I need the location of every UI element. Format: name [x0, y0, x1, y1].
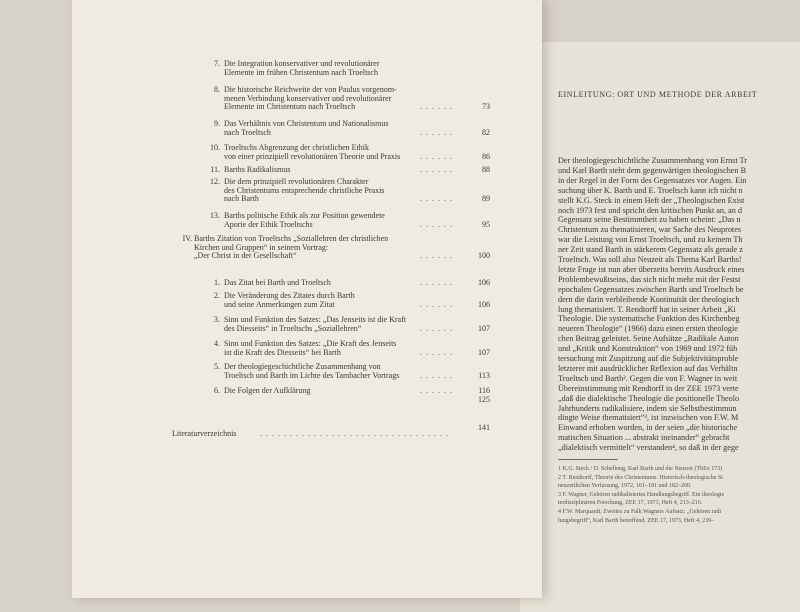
toc-entry-text: menen Verbindung konservativer und revolutionärer: [224, 93, 392, 103]
toc-page-number: 100: [478, 251, 490, 261]
body-text-line: letzte Frage ist nun aber überzeits bereits Ausdruck eines: [558, 264, 745, 274]
toc-page-number: 113: [478, 370, 490, 380]
toc-entry-text: Die historische Reichweite der von Paulus vorgenom-: [224, 85, 397, 94]
body-text-line: Einwand erhoben worden, in der seien „die historische: [558, 423, 738, 433]
toc-entry-number: 5.: [214, 362, 220, 371]
body-text-line: dingte Weise thematisiert“³, ist inzwischen von F.W. M: [558, 413, 739, 423]
toc-leader-dots: . . . . . .: [420, 370, 453, 380]
footnote-line: 2 T. Rendtorff, Theorie des Christentums. Historisch-theologische St: [558, 474, 723, 481]
toc-leader-dots: . . . . . .: [420, 251, 453, 261]
toc-entry-text: Die dem prinzipiell revolutionären Charakter: [224, 177, 369, 186]
body-text-line: Problembewußtseins, das sich nicht mehr mit der Festst: [558, 274, 741, 284]
body-text-line: Übereinstimmung mit Rendtorff in der ZEE 1973 verte: [558, 383, 739, 393]
toc-page-number: 86: [482, 151, 490, 161]
body-text-line: „dialektisch vermittelt“ verstanden⁴, so daß in der gege: [558, 443, 739, 453]
toc-entry-number: 3.: [214, 315, 220, 324]
toc-page-number: 116: [478, 386, 490, 395]
toc-leader-dots: . . . . . .: [420, 151, 453, 161]
body-text-line: noch 1973 fest und spricht den kritischen Punkt an, an d: [558, 205, 742, 215]
body-text-line: Der theologiegeschichtliche Zusammenhang von Ernst Tr: [558, 156, 747, 165]
toc-entry-text: Barths Zitation von Troeltschs „Soziallehren der christlichen: [194, 234, 389, 243]
footnote-line: 4 F.W. Marquardt, Zweites zu Falk Wagners Aufsatz: „Gehören radi: [558, 509, 721, 515]
body-text-line: Troeltsch und Barth². Gegen die von F. Wagner in weit: [558, 373, 738, 383]
toc-leader-dots: . . . . . .: [420, 194, 453, 204]
toc-entry-text: Barths politische Ethik als zur Position gewendete: [224, 211, 385, 220]
toc-entry-number: 6.: [214, 386, 220, 395]
toc-entry-text: ist die Kraft des Diesseits“ bei Barth: [224, 347, 341, 357]
toc-entry-text: Die Veränderung des Zitates durch Barth: [224, 291, 355, 300]
body-text-line: neueren Theologie“ (1966) dazu einen ersten theologie: [558, 324, 738, 334]
toc-entry-text: Die Integration konservativer und revolutionärer: [224, 59, 380, 68]
toc-entry-text: Elemente im frühen Christentum nach Troeltsch: [224, 67, 378, 77]
body-text-line: „daß die dialektische Theologie die positionelle Theolo: [558, 393, 740, 403]
toc-leader-dots: . . . . . .: [420, 323, 453, 333]
body-text-line: dern die darin verbleibende Kontinuität der theologisch: [558, 294, 740, 304]
toc-entry-text: Das Verhältnis von Christentum und Nationalismus: [224, 119, 389, 128]
body-text-line: chen Beitrag geleistet. Seine Aufsätze „Radikale Auton: [558, 334, 739, 344]
toc-leader-dots: . . . . . .: [420, 386, 453, 395]
body-text-line: und „Kritik und Konstruktion“ von 1969 und 1972 füh: [558, 344, 738, 354]
body-text-line: Gegensatz seine Bestimmtheit zu haben scheint: „Das n: [558, 215, 741, 225]
body-text-line: und Karl Barth steht dem gegenwärtigen theologischen B: [558, 165, 747, 175]
body-text-line: tersuchung mit Zuspitzung auf die Subjektivitätsproble: [558, 354, 739, 363]
toc-entry-number: 2.: [214, 291, 220, 300]
toc-leader-dots: . . . . . .: [420, 278, 453, 287]
toc-leader-dots: . . . . . .: [420, 299, 453, 309]
toc-entry-number: 1.: [214, 278, 220, 287]
body-text-line: stellt K.G. Steck in einem Heft der „Theologischen Exist: [558, 195, 745, 205]
toc-page-number: 95: [482, 219, 490, 229]
body-text-line: suchung über K. Barth und E. Troeltsch kann ich nicht n: [558, 185, 743, 195]
toc-entry-text: Barths Radikalismus: [224, 165, 291, 174]
toc-page-number: 88: [482, 165, 490, 174]
body-text-line: Theologie. Die systematische Funktion des Kirchenbeg: [558, 314, 740, 324]
toc-page-number: 89: [482, 194, 490, 204]
body-text-line: in der Regel in der Form des Gegensatzes vor Augen. Ein: [558, 175, 747, 185]
toc-page-number: 106: [478, 278, 490, 287]
toc-entry-text: nach Troeltsch: [224, 127, 271, 137]
toc-entry-number: 11.: [210, 165, 220, 174]
toc-page-number: 125: [478, 395, 490, 404]
toc-entry-text: von einer prinzipiell revolutionären Theorie und Praxis: [224, 151, 401, 161]
toc-page-number: 107: [478, 347, 490, 357]
toc-entry-text: des Christentums entsprechende christliche Praxis: [224, 185, 385, 195]
toc-entry-text: „Der Christ in der Gesellschaft“: [194, 251, 297, 261]
toc-entry-number: IV.: [182, 234, 192, 243]
footnote-line: 1 K.G. Steck / D. Schellong, Karl Barth und die Neuzeit (ThEx 173): [558, 466, 723, 472]
footnote-line: terdisziplinären Forschung, ZEE 17, 1973, Heft 4, 213–216.: [558, 500, 703, 507]
body-text-line: matischen Situation ... abstrakt ineinander“ gebracht: [558, 433, 730, 443]
toc-entry-text: Die Folgen der Aufklärung: [224, 386, 311, 395]
toc-leader-dots: . . . . . .: [420, 127, 453, 137]
toc-entry-text: Troeltsch und Barth im Lichte des Tambacher Vortrags: [224, 370, 400, 380]
body-text-line: ner Zeit stand Barth in stärkerem Gegensatz als gerade z: [558, 245, 743, 255]
toc-entry-text: und seine Anmerkungen zum Zitat: [224, 299, 335, 309]
toc-leader-dots: . . . . . . . . . . . . . . . . . . . . . . . . . . . . . . . .: [260, 429, 449, 438]
toc-entry-number: 4.: [214, 339, 220, 348]
toc-leader-dots: . . . . . .: [420, 165, 453, 174]
toc-entry-text: des Diesseits“ in Troeltschs „Soziallehren“: [224, 323, 362, 333]
body-text-line: Troeltsch. Was soll also Neuzeit als Thema Karl Barths!: [558, 255, 742, 264]
chapter-heading: EINLEITUNG: ORT UND METHODE DER ARBEIT: [558, 90, 758, 99]
toc-leader-dots: . . . . . .: [420, 102, 453, 112]
body-text-line: epochalen Gegensatzes zwischen Barth und Troeltsch be: [558, 284, 744, 294]
body-text-line: Christentum zu thematisieren, war Sache des Neuprotes: [558, 225, 742, 235]
body-text-line: lung thematisiert. T. Rendtorff hat in seiner Arbeit „Ki: [558, 304, 736, 314]
toc-entry-text: Sinn und Funktion des Satzes: „Das Jenseits ist die Kraft: [224, 315, 406, 324]
toc-entry-text: Literaturverzeichnis: [172, 429, 237, 438]
toc-leader-dots: . . . . . .: [420, 219, 453, 229]
toc-page-number: 107: [478, 323, 490, 333]
body-text-line: war die Leistung von Ernst Troeltsch, und zu keinem Th: [558, 235, 743, 245]
toc-entry-text: Troeltschs Abgrenzung der christlichen Ethik: [224, 143, 370, 152]
toc-entry-text: Kirchen und Gruppen“ in seinem Vortrag:: [194, 242, 329, 252]
footnote-rule: [558, 459, 618, 460]
toc-entry-number: 8.: [214, 85, 220, 94]
toc-entry-number: 9.: [214, 119, 220, 128]
toc-entry-text: nach Barth: [224, 194, 259, 204]
toc-entry-number: 7.: [214, 59, 220, 68]
footnote-line: 3 F. Wagner, Gehören radikalisiertes Handlungsbegriff. Ein theologie: [558, 491, 725, 498]
toc-entry-text: Sinn und Funktion des Satzes: „Die Kraft des Jenseits: [224, 339, 397, 348]
body-text-line: letzterer mit ausdrücklicher Reflexion auf das Verhältn: [558, 363, 738, 373]
toc-entry-number: 10.: [210, 143, 220, 152]
toc-page-number: 73: [482, 102, 490, 112]
toc-leader-dots: . . . . . .: [420, 347, 453, 357]
body-text-line: Jahrhunderts radikalisiere, indem sie Selbstbestimmun: [558, 403, 737, 413]
toc-entry-text: Aporie der Ethik Troeltschs: [224, 219, 313, 229]
toc-entry-number: 13.: [210, 211, 220, 220]
toc-page-number: 141: [478, 423, 490, 432]
footnote-line: neuzeitlichen Verfassung, 1972, 161–181 und 182–200.: [558, 483, 692, 490]
footnote-line: lungsbegriff“, Karl Barth betreffend, ZEE 17, 1973, Heft 4, 239–: [558, 517, 715, 524]
toc-page-number: 82: [482, 127, 490, 137]
toc-entry-text: Der theologiegeschichtliche Zusammenhang von: [224, 362, 381, 371]
toc-page-number: 106: [478, 299, 490, 309]
toc-entry-number: 12.: [210, 177, 220, 186]
toc-entry-text: Elemente im Christentum nach Troeltsch: [224, 102, 356, 112]
toc-entry-text: Das Zitat bei Barth und Troeltsch: [224, 278, 331, 287]
